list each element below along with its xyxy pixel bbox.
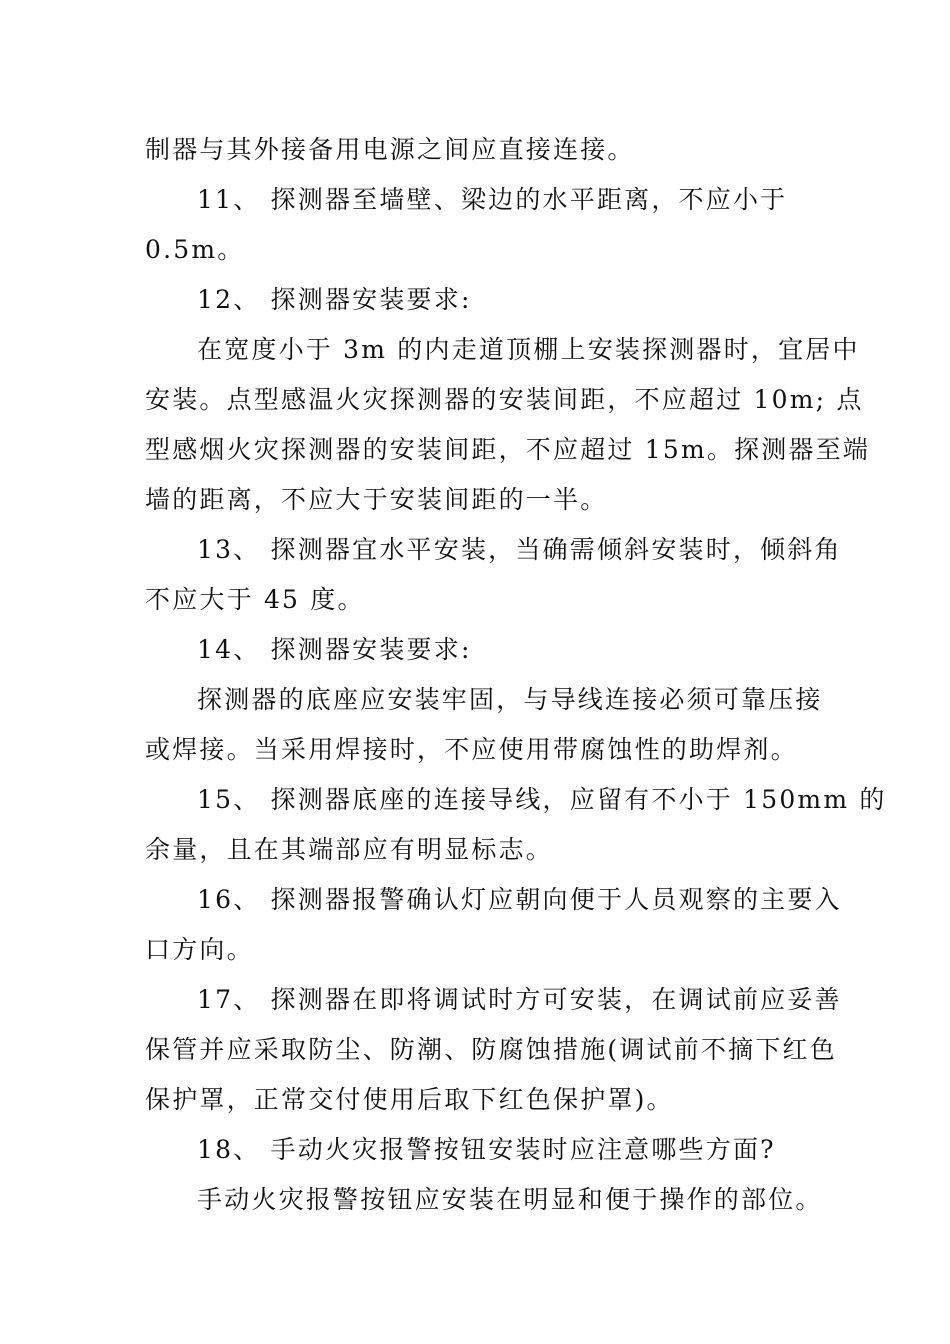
item-17-text: 17、 探测器在即将调试时方可安装，在调试前应妥善	[197, 985, 842, 1014]
text-line: 余量，且在其端部应有明显标志。	[145, 835, 554, 864]
item-18-heading: 18、 手动火灾报警按钮安装时应注意哪些方面?	[197, 1135, 776, 1164]
text-line: 型感烟火灾探测器的安装间距，不应超过 15m。探测器至端	[145, 435, 871, 464]
text-line: 探测器的底座应安装牢固，与导线连接必须可靠压接	[197, 685, 823, 714]
text-line: 保管并应采取防尘、防潮、防腐蚀措施(调试前不摘下红色	[145, 1035, 837, 1064]
text-line: 在宽度小于 3m 的内走道顶棚上安装探测器时，宜居中	[197, 335, 860, 364]
text-line: 手动火灾报警按钮应安装在明显和便于操作的部位。	[197, 1185, 823, 1214]
item-16-text: 16、 探测器报警确认灯应朝向便于人员观察的主要入	[197, 885, 842, 914]
text-line: 安装。点型感温火灾探测器的安装间距，不应超过 10m; 点	[145, 385, 864, 414]
item-13-text: 13、 探测器宜水平安装，当确需倾斜安装时，倾斜角	[197, 535, 842, 564]
item-15-text: 15、 探测器底座的连接导线，应留有不小于 150mm 的	[197, 785, 887, 814]
text-line: 口方向。	[145, 935, 254, 964]
item-12-heading: 12、 探测器安装要求:	[197, 285, 472, 314]
text-line: 保护罩，正常交付使用后取下红色保护罩)。	[145, 1085, 674, 1114]
text-line: 不应大于 45 度。	[145, 585, 365, 614]
text-line: 墙的距离，不应大于安装间距的一半。	[145, 485, 608, 514]
text-line: 0.5m。	[145, 235, 245, 264]
item-11-text: 11、 探测器至墙壁、梁边的水平距离，不应小于	[197, 185, 788, 214]
item-14-heading: 14、 探测器安装要求:	[197, 635, 472, 664]
text-line: 制器与其外接备用电源之间应直接连接。	[145, 135, 635, 164]
text-line: 或焊接。当采用焊接时，不应使用带腐蚀性的助焊剂。	[145, 735, 798, 764]
